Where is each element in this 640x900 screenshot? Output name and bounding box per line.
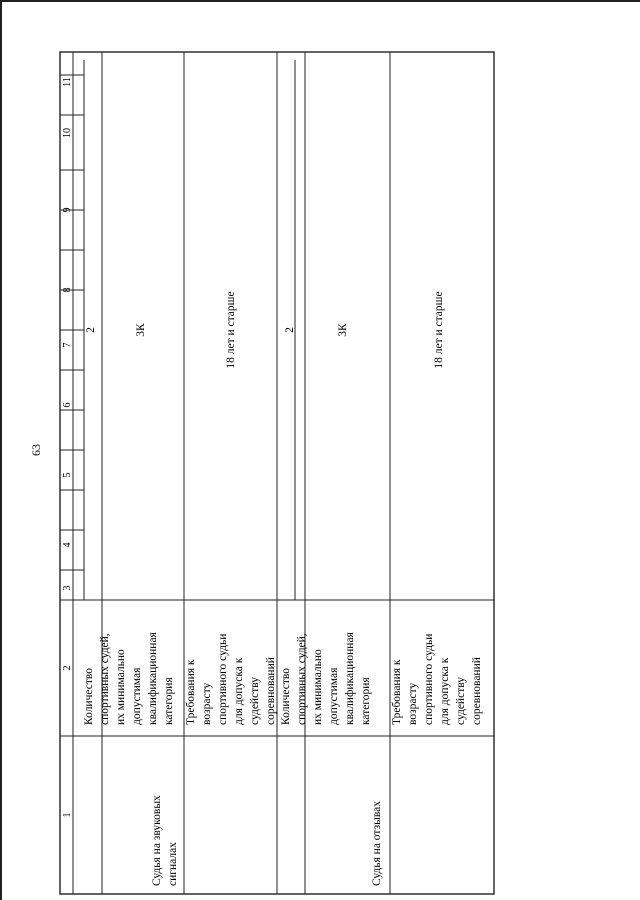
label-line: их минимально <box>115 649 127 725</box>
column-number: 4 <box>62 542 73 548</box>
label-line: категория <box>360 677 372 725</box>
category-value: 3К <box>135 323 147 337</box>
label-line: спортивных судей, <box>99 633 111 725</box>
label-line: спортивных судей, <box>296 633 308 725</box>
column-number: 6 <box>62 402 73 408</box>
age-value: 18 лет и старше <box>433 291 445 369</box>
judge-count: 2 <box>284 327 296 333</box>
item-label <box>83 629 175 725</box>
item-label <box>280 629 372 725</box>
label-line: их минимально <box>312 649 324 725</box>
column-number: 10 <box>62 128 73 138</box>
label-line: соревнований <box>471 657 483 725</box>
label-line: спортивного судьи <box>217 633 229 725</box>
label-line: для допуска к <box>439 657 451 725</box>
label-line: допустимая <box>131 667 143 725</box>
label-line: Количество <box>280 668 292 725</box>
label-line: спортивного судьи <box>423 633 435 725</box>
column-number: 7 <box>62 342 73 348</box>
label-line: судейству <box>249 676 261 725</box>
label-line: квалификационная <box>147 632 159 725</box>
table-grid <box>60 52 494 894</box>
label-line: Требования к <box>391 659 403 725</box>
label-line: соревнований <box>265 657 277 725</box>
item-label <box>185 631 277 725</box>
age-value: 18 лет и старше <box>225 291 237 369</box>
role-title: Судья на отзывах <box>371 801 383 886</box>
column-number: 1 <box>62 812 73 818</box>
role-title <box>151 792 179 886</box>
label-line: квалификационная <box>344 632 356 725</box>
column-numbers <box>62 77 73 817</box>
column-number: 8 <box>62 287 73 293</box>
label-line: возрасту <box>407 682 419 725</box>
label-line: Количество <box>83 668 95 725</box>
column-number: 9 <box>62 207 73 213</box>
item-label <box>391 631 483 725</box>
category-value: 3К <box>337 323 349 337</box>
column-number: 11 <box>62 77 73 87</box>
label-line: Требования к <box>185 659 197 725</box>
column-number: 3 <box>62 585 73 591</box>
label-line: допустимая <box>328 667 340 725</box>
label-line: для допуска к <box>233 657 245 725</box>
page-number: 63 <box>28 444 43 456</box>
label-line: категория <box>163 677 175 725</box>
role-line: Судья на звуковых <box>151 795 163 886</box>
judge-count: 2 <box>85 327 97 333</box>
role-line: сигналах <box>167 842 179 886</box>
column-number: 2 <box>62 665 73 671</box>
column-number: 5 <box>62 472 73 478</box>
label-line: возрасту <box>201 682 213 725</box>
label-line: судейству <box>455 676 467 725</box>
